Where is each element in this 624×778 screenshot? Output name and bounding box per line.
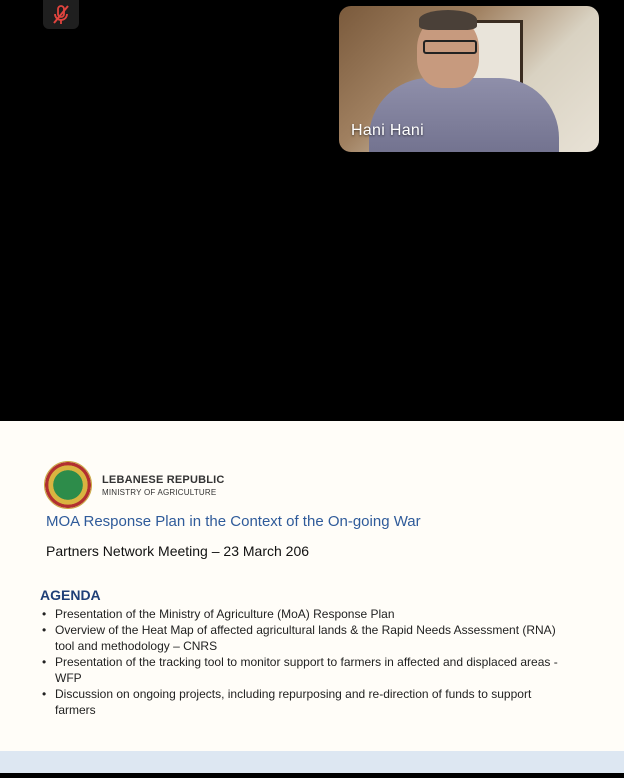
microphone-muted-icon <box>51 4 71 26</box>
participant-hair <box>419 10 477 30</box>
agenda-item: • Overview of the Heat Map of affected agricultural lands & the Rapid Needs Assessment (RNA) tool and methodology – CNRS <box>40 622 560 654</box>
agenda-item: • Presentation of the Ministry of Agriculture (MoA) Response Plan <box>40 606 560 622</box>
slide-title: MOA Response Plan in the Context of the On-going War <box>46 513 421 530</box>
screen-bottom-bar <box>0 773 624 778</box>
participant-body <box>369 78 559 152</box>
logo-line-2: MINISTRY OF AGRICULTURE <box>102 487 217 497</box>
slide-subtitle: Partners Network Meeting – 23 March 206 <box>46 543 310 559</box>
mute-toggle-button[interactable] <box>43 0 79 29</box>
participant-glasses <box>423 40 477 54</box>
agenda-item: • Discussion on ongoing projects, including repurposing and re-direction of funds to support farmers <box>40 686 560 718</box>
participant-name-label: Hani Hani <box>351 122 424 139</box>
slide-footer-band <box>0 751 624 773</box>
ministry-logo-text <box>102 474 225 497</box>
agenda-list <box>40 606 560 718</box>
agenda-item: • Presentation of the tracking tool to monitor support to farmers in affected and displaced areas - WFP <box>40 654 560 686</box>
agenda-heading: AGENDA <box>40 587 101 603</box>
shared-presentation-slide <box>0 421 624 773</box>
participant-video-tile[interactable] <box>339 6 599 152</box>
logo-line-1: LEBANESE REPUBLIC <box>102 473 225 486</box>
ministry-emblem-icon <box>44 461 92 509</box>
ministry-logo <box>44 461 225 509</box>
